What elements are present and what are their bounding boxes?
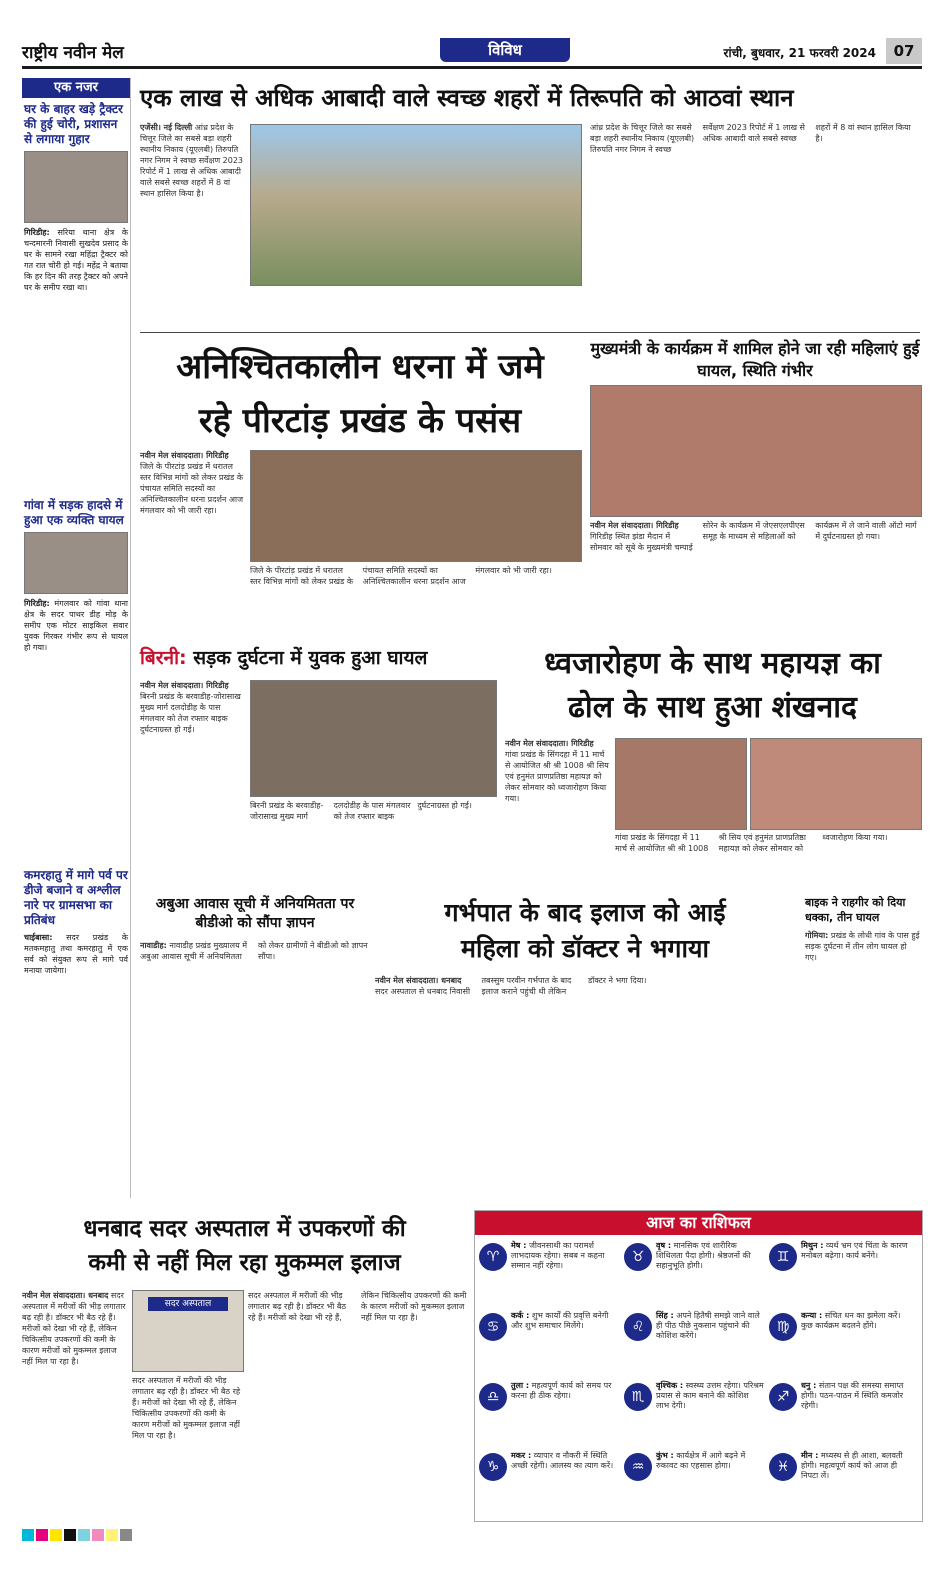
rashi-sign-icon: ♉	[624, 1243, 652, 1271]
headline-garbhpat: गर्भपात के बाद इलाज को आई महिला को डॉक्टर ने भगाया	[444, 898, 726, 963]
rashi-item: ♓ मीन : मध्यस्थ से ही आशा, बलवती होगी। महत्वपूर्ण कार्य को आज ही निपटा लें।	[769, 1451, 909, 1515]
page-number: 07	[886, 38, 922, 64]
sidebar-story-text: चाईबासा: सदर प्रखंड के मतकमहातु तथा कमरहातु में एक सर्व को संयुक्त रूप से मागे पर्व मनाया जायेगा।	[24, 933, 128, 975]
rashi-sign-icon: ♎	[479, 1383, 507, 1411]
sidebar-photo	[24, 151, 128, 223]
mahayagya-photo-2	[750, 738, 922, 830]
awas-text: नावाडीह: नावाडीह प्रखंड मुख्यालय में अबुआ आवास सूची में अनियमितता को लेकर ग्रामीणों ने बीडीओ को ज्ञापन सौंपा।	[140, 941, 368, 961]
sidebar-story-text: गिरिडीह: मंगलवार को गांवा थाना क्षेत्र के सदर पाथर डीह मोड़ के समीप एक मोटर साइकिल सवार युवक गिरकर गंभीर रूप से घायल हो गया।	[24, 599, 128, 652]
rashi-sign-icon: ♏	[624, 1383, 652, 1411]
dhanbad-text-col2: सदर अस्पताल में मरीजों की भीड़ लगातार बढ़ रही है। डॉक्टर भी बैठ रहे हैं। मरीजों को देखा भी रहे हैं, लेकिन चिकित्सीय उपकरणों की कमी के कारण मरीजों को मुकम्मल इलाज नहीं मिल पा रहा है।	[132, 1376, 241, 1440]
sidebar-story-title: घर के बाहर खड़े ट्रैक्टर की हुई चोरी, प्रशासन से लगाया गुहार	[24, 102, 123, 146]
accident-text: नवीन मेल संवाददाता। गिरिडीह बिरनी प्रखंड के बरवाडीह-जोरासाख मुख्य मार्ग दलदोडीह के पास मंगलवार को तेज रफ्तार बाइक दुर्घटनाग्रस्त हो गई।	[140, 681, 241, 734]
rashi-sign-icon: ♒	[624, 1453, 652, 1481]
color-swatch	[64, 1529, 76, 1541]
rashi-sign-icon: ♍	[769, 1313, 797, 1341]
color-swatch	[36, 1529, 48, 1541]
color-swatch	[120, 1529, 132, 1541]
rashi-item: ♒ कुंभ : कार्यक्षेत्र में आगे बढ़ने में रुकावट का एहसास होगा।	[624, 1451, 764, 1515]
sidebar-story-title: कमरहातु में मागे पर्व पर डीजे बजाने व अश्लील नारे पर ग्रामसभा का प्रतिबंध	[24, 868, 128, 927]
sidebar-header: एक नजर	[22, 78, 130, 98]
dhanbad-photo	[132, 1290, 244, 1372]
headline-cm-program: मुख्यमंत्री के कार्यक्रम में शामिल होने जा रही महिलाएं हुई घायल, स्थिति गंभीर	[590, 339, 920, 380]
tirupati-photo	[250, 124, 582, 286]
cm-program-text: नवीन मेल संवाददाता। गिरिडीह गिरिडीह स्थित झंडा मैदान में सोमवार को सूबे के मुख्यमंत्री चम्पाई सोरेन के कार्यक्रम में जेएसएलपीएस समूह के माध्यम से महिलाओं को कार्यक्रम में ले जाने वाली ऑटो मार्ग में दुर्घटनाग्रस्त हो गया।	[590, 521, 917, 552]
color-swatch	[50, 1529, 62, 1541]
sidebar-story-1	[24, 102, 128, 293]
rashi-item: ♋ कर्क : शुभ कार्यों की प्रवृत्ति बनेगी और शुभ समाचार मिलेंगे।	[479, 1311, 619, 1375]
color-swatch	[78, 1529, 90, 1541]
sidebar-story-title: गांवा में सड़क हादसे में हुआ एक व्यक्ति घायल	[24, 498, 124, 527]
cm-program-photo	[590, 385, 922, 517]
headline-bike: बाइक ने राहगीर को दिया धक्का, तीन घायल	[805, 896, 906, 924]
rashifal-box	[474, 1210, 923, 1522]
rashi-sign-icon: ♌	[624, 1313, 652, 1341]
sidebar-ek-nazar	[22, 78, 131, 1198]
mahayagya-text-cont: गांवा प्रखंड के सिंगदहा में 11 मार्च से आयोजित श्री श्री 1008 श्री सिय एवं हनुमंत प्राणप्रतिष्ठा महायज्ञ को लेकर सोमवार को ध्वजारोहण किया गया।	[615, 833, 888, 853]
masthead	[22, 38, 922, 69]
color-swatch	[22, 1529, 34, 1541]
headline-dharna: अनिश्चितकालीन धरना में जमे रहे पीरटांड़ प्रखंड के पसंस	[176, 347, 544, 441]
print-color-bar	[22, 1526, 922, 1538]
mahayagya-photo-1	[615, 738, 747, 830]
bike-text: गोमिया: प्रखंड के लोधी गांव के पास हुई सड़क दुर्घटना में तीन लोग घायल हो गए।	[805, 931, 920, 962]
dharna-text-cont: जिले के पीरटांड़ प्रखंड में धरातल स्तर विभिन्न मांगों को लेकर प्रखंड के पंचायत समिति सदस्यों का अनिश्चितकालीन धरना प्रदर्शन आज मंगलवार को भी जारी रहा।	[250, 566, 552, 586]
rashi-item: ♎ तुला : महत्वपूर्ण कार्य को समय पर करना ही ठीक रहेगा।	[479, 1381, 619, 1445]
rashi-item: ♌ सिंह : अपने हितैषी समझे जाने वाले ही पीठ पीछे नुकसान पहुंचाने की कोशिश करेंगे।	[624, 1311, 764, 1375]
dharna-text: नवीन मेल संवाददाता। गिरिडीह जिले के पीरटांड़ प्रखंड में धरातल स्तर विभिन्न मांगों को लेकर प्रखंड के पंचायत समिति सदस्यों का अनिश्चितकालीन धरना प्रदर्शन आज मंगलवार को भी जारी रहा।	[140, 451, 244, 515]
rashifal-grid	[479, 1241, 919, 1515]
accident-photo	[250, 680, 497, 797]
hospital-sign: सदर अस्पताल	[148, 1297, 228, 1311]
headline-tirupati: एक लाख से अधिक आबादी वाले स्वच्छ शहरों में तिरूपति को आठवां स्थान	[140, 84, 794, 112]
rashi-item: ♈ मेष : जीवनसाथी का परामर्श लाभदायक रहेगा। सबब न कहना सम्मान नहीं रहेगा।	[479, 1241, 619, 1305]
rashi-item: ♐ धनु : संतान पक्ष की समस्या समाप्त होगी। पठन-पाठन में स्थिति कमजोर रहेगी।	[769, 1381, 909, 1445]
rashi-sign-icon: ♑	[479, 1453, 507, 1481]
rashifal-header: आज का राशिफल	[475, 1211, 922, 1235]
newspaper-brand: राष्ट्रीय नवीन मेल	[22, 43, 124, 63]
section-tab: विविध	[440, 38, 570, 62]
sidebar-story-3	[24, 868, 128, 976]
sidebar-story-text: गिरिडीह: सरिया थाना क्षेत्र के चन्दमारनी निवासी सुखदेव प्रसाद के घर के सामने रखा महिंद्रा ट्रैक्टर को गत रात चोरी हो गई। महेंद्र ने बताया कि हर दिन की तरह ट्रैक्टर को अपने घर के समीप रखा था।	[24, 228, 128, 292]
color-swatch	[92, 1529, 104, 1541]
rashi-sign-icon: ♓	[769, 1453, 797, 1481]
garbhpat-text: नवीन मेल संवाददाता। धनबाद सदर अस्पताल से धनबाद निवासी तबस्सुम परवीन गर्भपात के बाद इलाज कराने पहुंची थी लेकिन डॉक्टर ने भगा दिया।	[375, 976, 647, 996]
headline-dhanbad: धनबाद सदर अस्पताल में उपकरणों की कमी से नहीं मिल रहा मुकम्मल इलाज	[83, 1216, 406, 1276]
dhanbad-text: नवीन मेल संवाददाता। धनबाद सदर अस्पताल में मरीजों की भीड़ लगातार बढ़ रही है। डॉक्टर भी बैठ रहे हैं। मरीजों को देखा भी रहे हैं, लेकिन चिकित्सीय उपकरणों की कमी के कारण मरीजों को मुकम्मल इलाज नहीं मिल पा रहा है।	[22, 1291, 126, 1366]
dateline: रांची, बुधवार, 21 फरवरी 2024	[723, 46, 876, 60]
headline-accident: बिरनी: सड़क दुर्घटना में युवक हुआ घायल	[140, 647, 428, 669]
rashi-sign-icon: ♋	[479, 1313, 507, 1341]
color-swatch	[106, 1529, 118, 1541]
dharna-photo	[250, 450, 582, 562]
headline-awas: अबुआ आवास सूची में अनियमितता पर बीडीओ को सौंपा ज्ञापन	[155, 896, 355, 931]
rashi-item: ♑ मकर : व्यापार व नौकरी में स्थिति अच्छी रहेगी। आलस्य का त्याग करें।	[479, 1451, 619, 1515]
rashi-item: ♏ वृश्चिक : स्वस्थ्य उत्तम रहेगा। परिश्रम प्रयास से काम बनाने की कोशिश लाभ देगी।	[624, 1381, 764, 1445]
sidebar-photo	[24, 532, 128, 594]
sidebar-story-2	[24, 498, 128, 653]
rashi-item: ♉ वृष : मानसिक एवं शारीरिक शिथिलता पैदा होगी। श्रेष्ठजनों की सहानुभूति होगी।	[624, 1241, 764, 1305]
rashi-item: ♊ मिथुन : व्यर्थ भ्रम एवं चिंता के कारण मनोबल बढ़ेगा। कार्य बनेंगे।	[769, 1241, 909, 1305]
mahayagya-text: नवीन मेल संवाददाता। गिरिडीह गांवा प्रखंड के सिंगदहा में 11 मार्च से आयोजित श्री श्री 1008 श्री सिय एवं हनुमंत प्राणप्रतिष्ठा महायज्ञ को लेकर सोमवार को ध्वजारोहण किया गया।	[505, 739, 609, 803]
accident-text-cont: बिरनी प्रखंड के बरवाडीह-जोरासाख मुख्य मार्ग दलदोडीह के पास मंगलवार को तेज रफ्तार बाइक दुर्घटनाग्रस्त हो गई।	[250, 801, 472, 821]
rashi-sign-icon: ♐	[769, 1383, 797, 1411]
headline-mahayagya: ध्वजारोहण के साथ महायज्ञ का ढोल के साथ हुआ शंखनाद	[544, 646, 881, 725]
dhanbad-text-col3: सदर अस्पताल में मरीजों की भीड़ लगातार बढ़ रही है। डॉक्टर भी बैठ रहे हैं। मरीजों को देखा भी रहे हैं, लेकिन चिकित्सीय उपकरणों की कमी के कारण मरीजों को मुकम्मल इलाज नहीं मिल पा रहा है।	[248, 1291, 467, 1322]
rashi-sign-icon: ♈	[479, 1243, 507, 1271]
divider	[140, 332, 920, 333]
rashi-item: ♍ कन्या : संचित धन का झमेला करें। कुछ कार्यक्रम बदलने होंगे।	[769, 1311, 909, 1375]
tirupati-text: एजेंसी। नई दिल्ली आंध्र प्रदेश के चित्तूर जिले का सबसे बड़ा शहरी स्थानीय निकाय (यूएलबी) तिरुपति नगर निगम ने स्वच्छ सर्वेक्षण 2023 रिपोर्ट में 1 लाख से अधिक आबादी वाले सबसे स्वच्छ शहरों में 8 वां स्थान हासिल किया है।	[140, 123, 244, 198]
tirupati-text-cont: आंध्र प्रदेश के चित्तूर जिले का सबसे बड़ा शहरी स्थानीय निकाय (यूएलबी) तिरुपति नगर निगम ने स्वच्छ सर्वेक्षण 2023 रिपोर्ट में 1 लाख से अधिक आबादी वाले सबसे स्वच्छ शहरों में 8 वां स्थान हासिल किया है।	[590, 123, 911, 154]
rashi-sign-icon: ♊	[769, 1243, 797, 1271]
